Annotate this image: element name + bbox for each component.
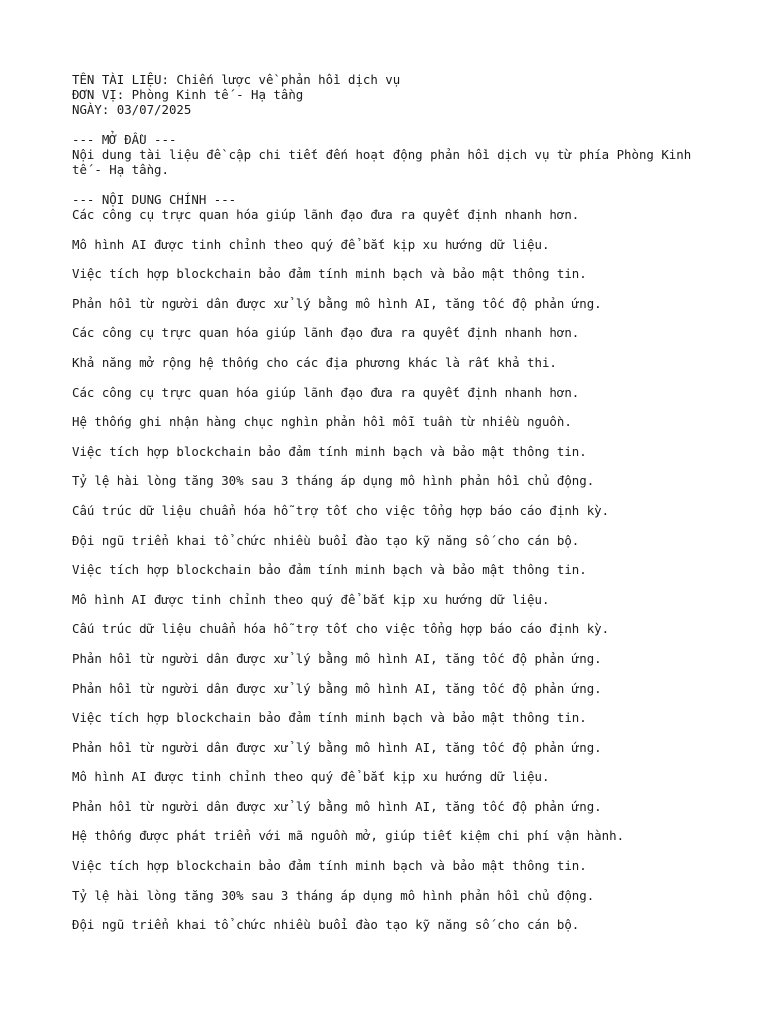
intro-text: Nội dung tài liệu đề cập chi tiết đến hoạt động phản hồi dịch vụ từ phía Phòng Kinh tế - Hạ tầng. xyxy=(72,147,692,177)
content-line: Cấu trúc dữ liệu chuẩn hóa hỗ trợ tốt cho việc tổng hợp báo cáo định kỳ. xyxy=(72,502,610,518)
content-line: Các công cụ trực quan hóa giúp lãnh đạo đưa ra quyết định nhanh hơn. xyxy=(72,325,580,341)
content-line: Việc tích hợp blockchain bảo đảm tính minh bạch và bảo mật thông tin. xyxy=(72,266,587,282)
content-line: Tỷ lệ hài lòng tăng 30% sau 3 tháng áp dụng mô hình phản hồi chủ động. xyxy=(72,473,595,489)
content-line: Phản hồi từ người dân được xử lý bằng mô hình AI, tăng tốc độ phản ứng. xyxy=(72,295,602,311)
document-header xyxy=(72,72,712,117)
content-line: Việc tích hợp blockchain bảo đảm tính minh bạch và bảo mật thông tin. xyxy=(72,858,587,874)
content-line: Mô hình AI được tinh chỉnh theo quý để bắt kịp xu hướng dữ liệu. xyxy=(72,236,550,252)
content-line: Khả năng mở rộng hệ thống cho các địa phương khác là rất khả thi. xyxy=(72,354,557,370)
content-line: Việc tích hợp blockchain bảo đảm tính minh bạch và bảo mật thông tin. xyxy=(72,710,587,726)
document-date: NGÀY: 03/07/2025 xyxy=(72,102,192,117)
content-line: Mô hình AI được tinh chỉnh theo quý để bắt kịp xu hướng dữ liệu. xyxy=(72,591,550,607)
content-line: Cấu trúc dữ liệu chuẩn hóa hỗ trợ tốt cho việc tổng hợp báo cáo định kỳ. xyxy=(72,621,610,637)
document-unit: ĐƠN VỊ: Phòng Kinh tế - Hạ tầng xyxy=(72,87,304,102)
content-line: Đội ngũ triển khai tổ chức nhiều buổi đào tạo kỹ năng số cho cán bộ. xyxy=(72,532,580,548)
content-line: Đội ngũ triển khai tổ chức nhiều buổi đào tạo kỹ năng số cho cán bộ. xyxy=(72,917,580,933)
intro-heading: --- MỞ ĐẦU --- xyxy=(72,132,177,147)
main-content xyxy=(72,207,712,932)
document-page xyxy=(72,72,712,947)
content-line: Việc tích hợp blockchain bảo đảm tính minh bạch và bảo mật thông tin. xyxy=(72,562,587,578)
content-line: Hệ thống ghi nhận hàng chục nghìn phản hồi mỗi tuần từ nhiều nguồn. xyxy=(72,414,572,430)
content-line: Việc tích hợp blockchain bảo đảm tính minh bạch và bảo mật thông tin. xyxy=(72,443,587,459)
content-line: Phản hồi từ người dân được xử lý bằng mô hình AI, tăng tốc độ phản ứng. xyxy=(72,798,602,814)
content-line: Phản hồi từ người dân được xử lý bằng mô hình AI, tăng tốc độ phản ứng. xyxy=(72,680,602,696)
content-line: Tỷ lệ hài lòng tăng 30% sau 3 tháng áp dụng mô hình phản hồi chủ động. xyxy=(72,887,595,903)
content-line: Các công cụ trực quan hóa giúp lãnh đạo đưa ra quyết định nhanh hơn. xyxy=(72,384,580,400)
content-line: Phản hồi từ người dân được xử lý bằng mô hình AI, tăng tốc độ phản ứng. xyxy=(72,739,602,755)
content-line: Mô hình AI được tinh chỉnh theo quý để bắt kịp xu hướng dữ liệu. xyxy=(72,769,550,785)
main-heading: --- NỘI DUNG CHÍNH --- xyxy=(72,192,237,207)
content-line: Phản hồi từ người dân được xử lý bằng mô hình AI, tăng tốc độ phản ứng. xyxy=(72,650,602,666)
content-line: Hệ thống được phát triển với mã nguồn mở, giúp tiết kiệm chi phí vận hành. xyxy=(72,828,625,844)
document-title: TÊN TÀI LIỆU: Chiến lược về phản hồi dịch vụ xyxy=(72,72,401,87)
content-line: Các công cụ trực quan hóa giúp lãnh đạo đưa ra quyết định nhanh hơn. xyxy=(72,207,580,222)
